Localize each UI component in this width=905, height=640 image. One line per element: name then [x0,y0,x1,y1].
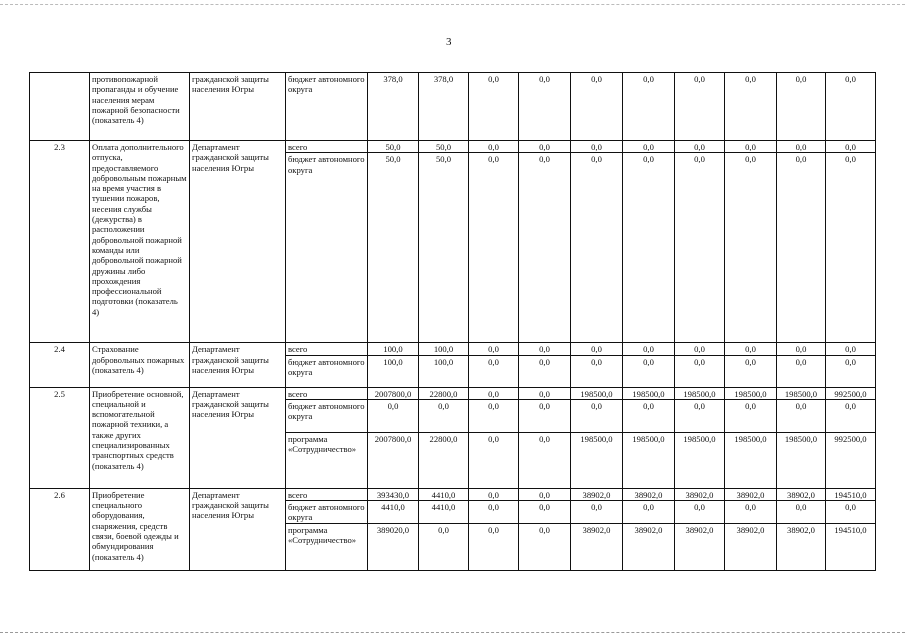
value-cell: 0,0 [777,153,826,343]
value-cell: 0,0 [675,153,725,343]
value-cell: 0,0 [826,399,876,432]
value-cell: 0,0 [469,355,519,387]
item-number: 2.4 [30,343,90,387]
value-cell: 50,0 [419,153,469,343]
value-cell: 0,0 [725,153,777,343]
value-cell: 50,0 [368,141,419,153]
value-cell: 0,0 [571,343,623,355]
page-number: 3 [446,36,452,48]
funding-source: всего [286,488,368,500]
value-cell: 393430,0 [368,488,419,500]
value-cell: 38902,0 [725,524,777,571]
value-cell: 0,0 [571,153,623,343]
value-cell: 992500,0 [826,387,876,399]
value-cell: 198500,0 [777,387,826,399]
executor: Департамент гражданской защиты населения Югры [190,141,286,343]
value-cell: 194510,0 [826,488,876,500]
value-cell: 0,0 [469,488,519,500]
scan-edge-top [0,4,905,5]
value-cell: 0,0 [519,355,571,387]
value-cell: 38902,0 [571,488,623,500]
activity-name: Приобретение специального оборудования, снаряжения, средств связи, боевой одежды и обмундирования (показатель 4) [90,488,190,570]
value-cell: 0,0 [826,343,876,355]
value-cell: 0,0 [623,399,675,432]
value-cell: 0,0 [725,73,777,141]
value-cell: 0,0 [725,343,777,355]
value-cell: 0,0 [469,153,519,343]
table-row [30,387,876,399]
activity-name: Страхование добровольных пожарных (показатель 4) [90,343,190,387]
value-cell: 0,0 [675,355,725,387]
value-cell: 0,0 [826,153,876,343]
value-cell: 0,0 [623,153,675,343]
value-cell: 0,0 [725,355,777,387]
value-cell: 22800,0 [419,432,469,488]
value-cell: 0,0 [777,355,826,387]
value-cell: 38902,0 [675,524,725,571]
funding-source: всего [286,387,368,399]
value-cell: 0,0 [826,73,876,141]
value-cell: 0,0 [623,141,675,153]
value-cell: 38902,0 [623,488,675,500]
item-number [30,73,90,141]
executor: Департамент гражданской защиты населения Югры [190,343,286,387]
value-cell: 0,0 [623,355,675,387]
value-cell: 378,0 [419,73,469,141]
value-cell: 378,0 [368,73,419,141]
value-cell: 0,0 [571,141,623,153]
value-cell: 4410,0 [419,488,469,500]
value-cell: 0,0 [519,501,571,524]
value-cell: 100,0 [419,355,469,387]
value-cell: 0,0 [826,501,876,524]
value-cell: 100,0 [368,343,419,355]
value-cell: 2007800,0 [368,387,419,399]
value-cell: 0,0 [675,501,725,524]
value-cell: 0,0 [777,343,826,355]
funding-source: программа «Сотрудничество» [286,524,368,571]
value-cell: 0,0 [623,343,675,355]
activity-name: противопожарной пропаганды и обучение населения мерам пожарной безопасности (показатель 4) [90,73,190,141]
value-cell: 0,0 [469,432,519,488]
value-cell: 0,0 [519,141,571,153]
value-cell: 0,0 [623,501,675,524]
value-cell: 38902,0 [777,488,826,500]
activity-name: Оплата дополнительного отпуска, предоставляемого добровольным пожарным на время участия в тушении пожаров, несения службы (дежурства) в расположении добровольной пожарной команды или добровольной пожарной дружины либо прохождения профессиональной подготовки (показатель 4) [90,141,190,343]
funding-source: бюджет автономного округа [286,355,368,387]
value-cell: 0,0 [777,73,826,141]
value-cell: 0,0 [469,73,519,141]
executor: гражданской защиты населения Югры [190,73,286,141]
value-cell: 198500,0 [675,432,725,488]
value-cell: 0,0 [519,524,571,571]
item-number: 2.5 [30,387,90,488]
value-cell: 0,0 [826,141,876,153]
value-cell: 0,0 [571,355,623,387]
value-cell: 0,0 [777,141,826,153]
value-cell: 0,0 [777,501,826,524]
value-cell: 194510,0 [826,524,876,571]
value-cell: 4410,0 [419,501,469,524]
value-cell: 992500,0 [826,432,876,488]
value-cell: 50,0 [419,141,469,153]
funding-source: бюджет автономного округа [286,501,368,524]
value-cell: 0,0 [519,387,571,399]
activity-name: Приобретение основной, специальной и вспомогательной пожарной техники, а также других специализированных транспортных средств (показатель 4) [90,387,190,488]
value-cell: 0,0 [675,343,725,355]
value-cell: 0,0 [519,153,571,343]
value-cell: 0,0 [368,399,419,432]
table-row [30,488,876,500]
funding-source: программа «Сотрудничество» [286,432,368,488]
value-cell: 38902,0 [725,488,777,500]
value-cell: 0,0 [469,141,519,153]
value-cell: 0,0 [675,399,725,432]
value-cell: 198500,0 [725,432,777,488]
value-cell: 0,0 [519,488,571,500]
value-cell: 0,0 [419,524,469,571]
value-cell: 0,0 [419,399,469,432]
value-cell: 198500,0 [623,387,675,399]
value-cell: 38902,0 [571,524,623,571]
item-number: 2.3 [30,141,90,343]
item-number: 2.6 [30,488,90,570]
value-cell: 0,0 [519,73,571,141]
value-cell: 198500,0 [777,432,826,488]
table-row [30,343,876,355]
value-cell: 0,0 [675,141,725,153]
value-cell: 4410,0 [368,501,419,524]
value-cell: 198500,0 [675,387,725,399]
value-cell: 198500,0 [571,387,623,399]
table-row [30,141,876,153]
value-cell: 0,0 [571,501,623,524]
value-cell: 0,0 [725,399,777,432]
value-cell: 0,0 [725,141,777,153]
funding-source: бюджет автономного округа [286,399,368,432]
value-cell: 0,0 [469,524,519,571]
value-cell: 0,0 [469,387,519,399]
value-cell: 389020,0 [368,524,419,571]
value-cell: 198500,0 [571,432,623,488]
funding-source: всего [286,343,368,355]
value-cell: 198500,0 [725,387,777,399]
value-cell: 0,0 [469,343,519,355]
value-cell: 0,0 [826,355,876,387]
value-cell: 0,0 [469,399,519,432]
value-cell: 100,0 [419,343,469,355]
value-cell: 198500,0 [623,432,675,488]
value-cell: 0,0 [469,501,519,524]
scan-edge-bottom [0,632,905,633]
value-cell: 0,0 [675,73,725,141]
value-cell: 38902,0 [675,488,725,500]
value-cell: 0,0 [623,73,675,141]
value-cell: 22800,0 [419,387,469,399]
executor: Департамент гражданской защиты населения Югры [190,488,286,570]
value-cell: 38902,0 [623,524,675,571]
value-cell: 100,0 [368,355,419,387]
executor: Департамент гражданской защиты населения Югры [190,387,286,488]
value-cell: 0,0 [519,399,571,432]
funding-source: бюджет автономного округа [286,73,368,141]
value-cell: 0,0 [519,432,571,488]
table-row [30,73,876,141]
value-cell: 0,0 [571,73,623,141]
funding-source: всего [286,141,368,153]
value-cell: 38902,0 [777,524,826,571]
value-cell: 0,0 [571,399,623,432]
budget-table [29,72,876,571]
value-cell: 0,0 [777,399,826,432]
value-cell: 0,0 [725,501,777,524]
value-cell: 50,0 [368,153,419,343]
value-cell: 0,0 [519,343,571,355]
funding-source: бюджет автономного округа [286,153,368,343]
value-cell: 2007800,0 [368,432,419,488]
